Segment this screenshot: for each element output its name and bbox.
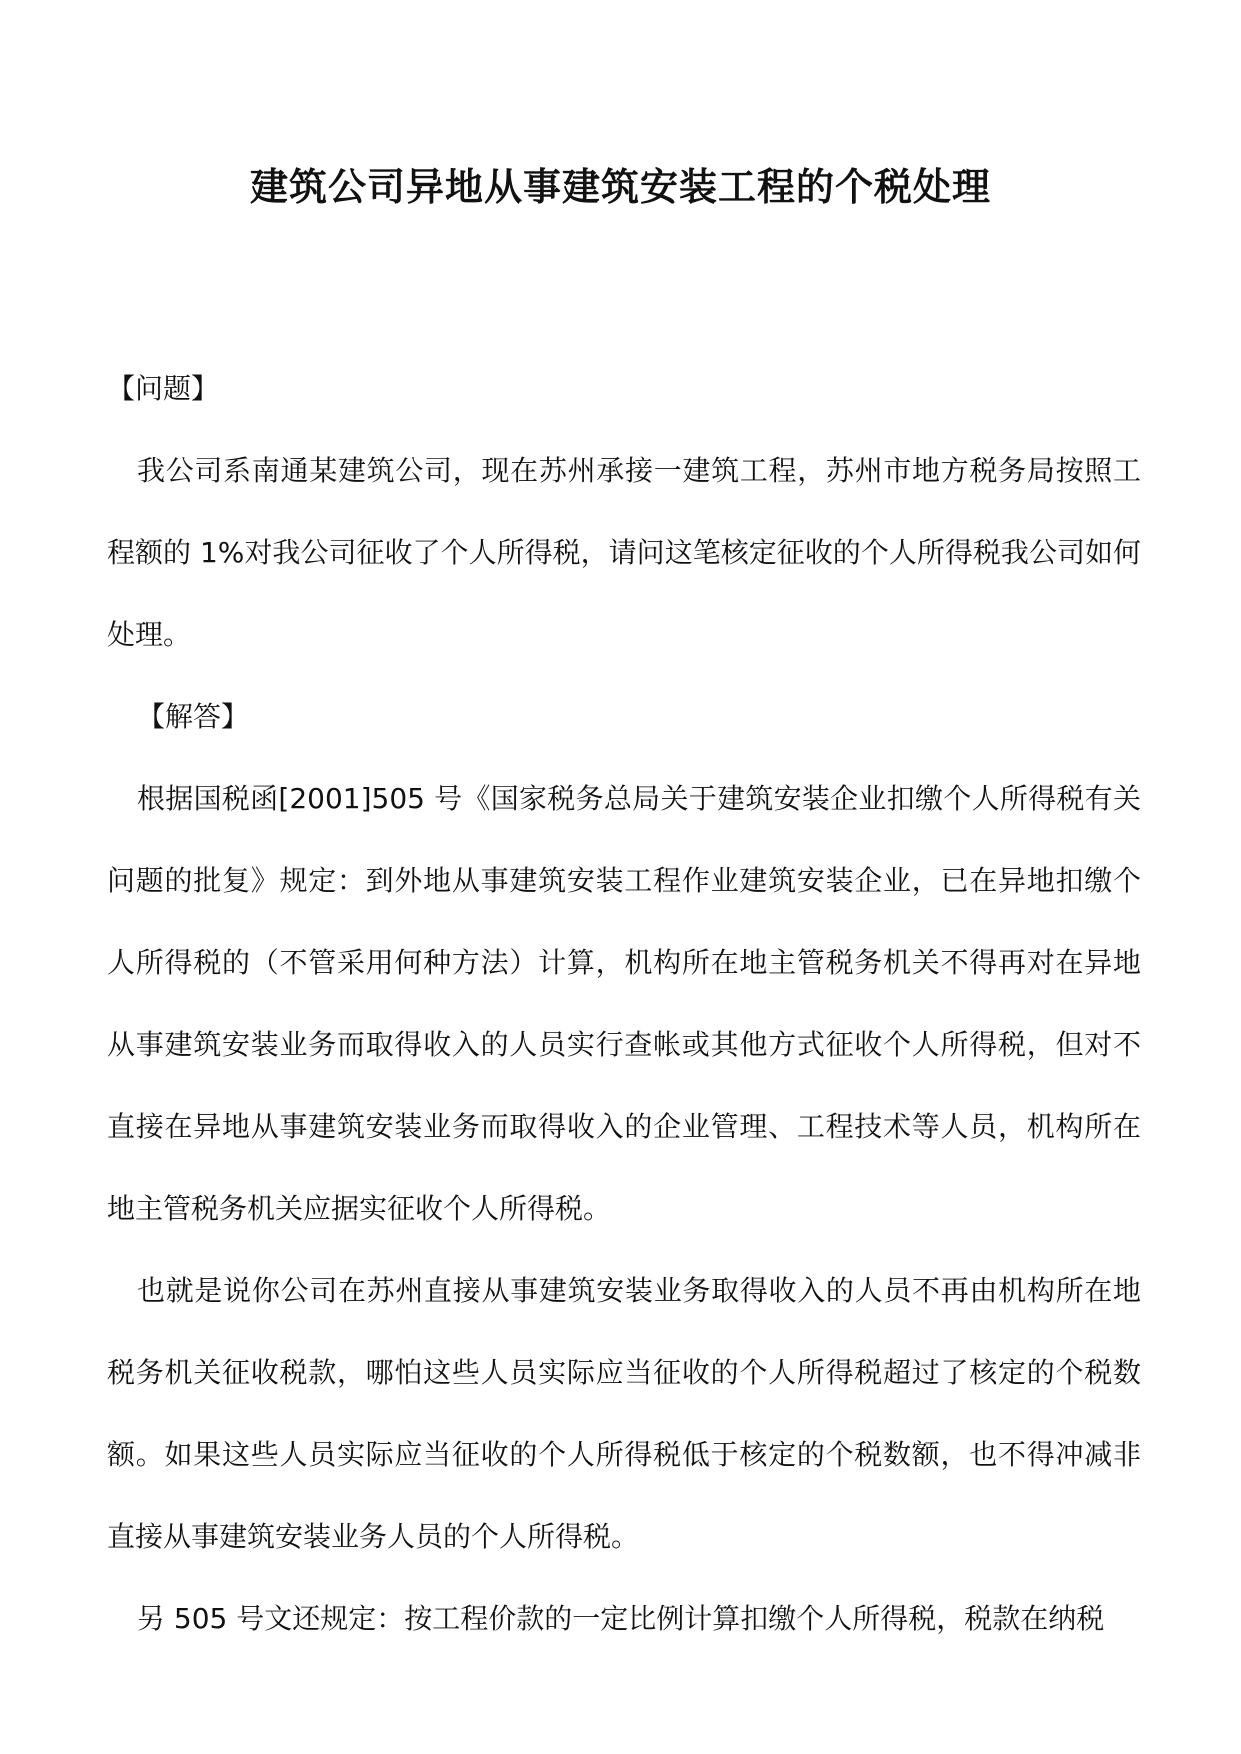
answer-paragraph-2: 也就是说你公司在苏州直接从事建筑安装业务取得收入的人员不再由机构所在地税务机关征收税款，哪怕这些人员实际应当征收的个人所得税超过了核定的个税数额。如果这些人员实际应当征收的个人所得税低于核定的个税数额，也不得冲减非直接从事建筑安装业务人员的个人所得税。 [107,1274,1141,1553]
document-title: 建筑公司异地从事建筑安装工程的个税处理 [249,164,991,209]
answer-label: 【解答】 [137,700,250,733]
answer-paragraph-3: 另 505 号文还规定：按工程价款的一定比例计算扣缴个人所得税，税款在纳税 [137,1602,1105,1635]
answer-paragraph-1: 根据国税函[2001]505 号《国家税务总局关于建筑安装企业扣缴个人所得税有关问题的批复》规定：到外地从事建筑安装工程作业建筑安装企业，已在异地扣缴个人所得税的（不管采用何种方法）计算，机构所在地主管税务机关不得再对在异地从事建筑安装业务而取得收入的人员实行查帐或其他方式征收个人所得税，但对不直接在异地从事建筑安装业务而取得收入的企业管理、工程技术等人员，机构所在地主管税务机关应据实征收个人所得税。 [107,782,1141,1225]
question-paragraph: 我公司系南通某建筑公司，现在苏州承接一建筑工程，苏州市地方税务局按照工程额的 1%对我公司征收了个人所得税，请问这笔核定征收的个人所得税我公司如何处理。 [107,454,1141,651]
question-label: 【问题】 [107,372,220,405]
document-body [107,348,1141,1660]
